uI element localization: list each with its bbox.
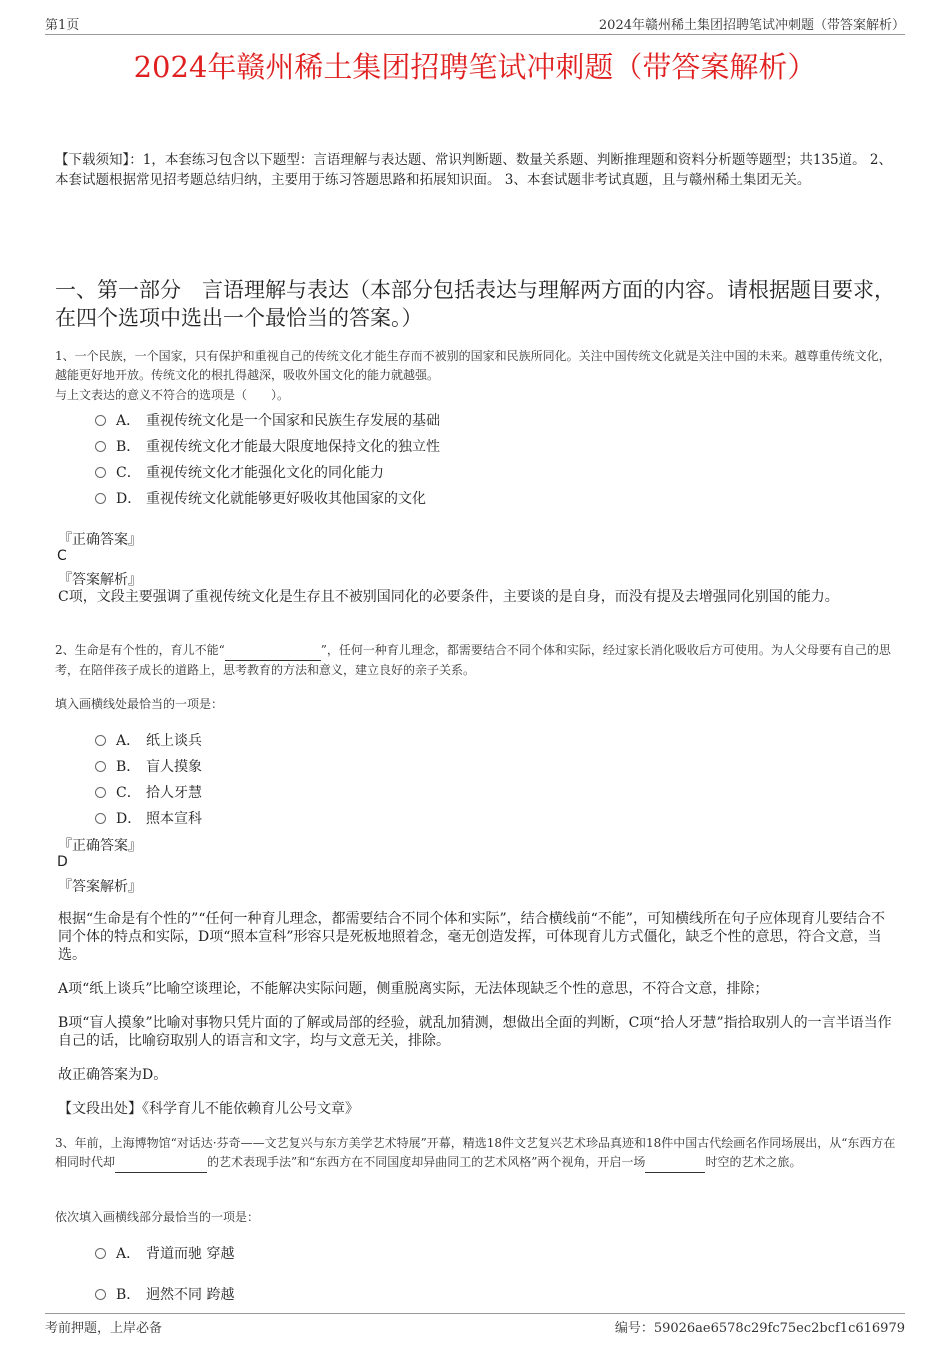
option-key: B． bbox=[116, 759, 141, 775]
q2-analysis-p1: 根据“生命是有个性的”“任何一种育儿理念，都需要结合不同个体和实际”，结合横线前“不能”，可知横线所在句子应体现育儿要结合不同个体的特点和实际，D项“照本宣科”形容只是死板地照着念，毫无创造发挥，可体现育儿方式僵化，缺乏个性的意思，符合文意，当选。 bbox=[58, 911, 885, 963]
footer-slogan: 考前押题，上岸必备 bbox=[45, 1321, 163, 1336]
option-key: B． bbox=[116, 1287, 141, 1303]
option-key: B． bbox=[116, 439, 141, 455]
option-key: D． bbox=[116, 491, 142, 507]
question-3-stem bbox=[55, 1134, 900, 1173]
q2-source: 【文段出处】《科学育儿不能依赖育儿公号文章》 bbox=[58, 1101, 359, 1117]
option-text: 纸上谈兵 bbox=[146, 733, 202, 749]
q1-answer: C bbox=[57, 548, 67, 564]
q3-blank-2 bbox=[645, 1153, 705, 1173]
q1-option-c[interactable] bbox=[95, 462, 384, 482]
q1-answer-label: 『正确答案』 bbox=[58, 532, 142, 548]
q2-stem-part-b: ”，任何一种育儿理念，都需要结合不同个体和实际，经过家长消化吸收后方可使用。为人父母要有自己的思考，在陪伴孩子成长的道路上，思考教育的方法和意义，建立良好的亲子关系。 bbox=[55, 643, 891, 677]
option-key: A． bbox=[116, 413, 141, 429]
radio-icon[interactable] bbox=[95, 761, 106, 772]
q1-option-a[interactable] bbox=[95, 410, 440, 430]
question-2-stem bbox=[55, 641, 900, 680]
radio-icon[interactable] bbox=[95, 441, 106, 452]
radio-icon[interactable] bbox=[95, 1289, 106, 1300]
option-text: 重视传统文化才能最大限度地保持文化的独立性 bbox=[146, 439, 440, 455]
option-text: 重视传统文化才能强化文化的同化能力 bbox=[146, 465, 384, 481]
q2-option-d[interactable] bbox=[95, 808, 202, 828]
footer-serial: 编号：59026ae6578c29fc75ec2bcf1c616979 bbox=[614, 1321, 905, 1336]
q2-analysis-p3: B项“盲人摸象”比喻对事物只凭片面的了解或局部的经验，就乱加猜测，想做出全面的判断，C项“拾人牙慧”指拾取别人的一言半语当作自己的话，比喻窃取别人的语言和文字，均与文意无关，排除。 bbox=[58, 1015, 892, 1049]
option-text: 拾人牙慧 bbox=[146, 785, 202, 801]
radio-icon[interactable] bbox=[95, 787, 106, 798]
option-text: 迥然不同 跨越 bbox=[146, 1287, 235, 1303]
q1-analysis: C项，文段主要强调了重视传统文化是生存且不被别国同化的必要条件，主要谈的是自身，而没有提及去增强同化别国的能力。 bbox=[58, 589, 839, 605]
q2-blank bbox=[225, 641, 321, 661]
page-footer bbox=[45, 1313, 905, 1336]
option-key: C． bbox=[116, 785, 141, 801]
q2-option-a[interactable] bbox=[95, 730, 202, 750]
q3-stem-part-b: 的艺术表现手法”和“东西方在不同国度却异曲同工的艺术风格”两个视角，开启一场 bbox=[207, 1155, 646, 1169]
page-header bbox=[45, 14, 905, 35]
q3-stem-part-c: 时空的艺术之旅。 bbox=[705, 1155, 802, 1169]
q2-answer: D bbox=[57, 854, 68, 870]
question-1-stem: 1、一个民族，一个国家，只有保护和重视自己的传统文化才能生存而不被别的国家和民族所同化。关注中国传统文化就是关注中国的未来。越尊重传统文化，越能更好地开放。传统文化的根扎得越深，吸收外国文化的能力就越强。 bbox=[55, 349, 891, 382]
radio-icon[interactable] bbox=[95, 415, 106, 426]
q3-stem-part-a: 3、年前，上海博物馆“对话达·芬奇——文艺复兴与东方美学艺术特展”开幕，精选18件文艺复兴艺术珍品真迹和18件中国古代绘画名作同场展出，从“东西方在相同时代却 bbox=[55, 1136, 896, 1169]
q3-option-a[interactable] bbox=[95, 1243, 234, 1263]
q2-option-b[interactable] bbox=[95, 756, 202, 776]
option-key: A． bbox=[116, 1246, 141, 1262]
radio-icon[interactable] bbox=[95, 735, 106, 746]
radio-icon[interactable] bbox=[95, 493, 106, 504]
q3-option-b[interactable] bbox=[95, 1284, 234, 1304]
radio-icon[interactable] bbox=[95, 1248, 106, 1259]
header-doc-title: 2024年赣州稀土集团招聘笔试冲刺题（带答案解析） bbox=[598, 18, 905, 33]
question-3-ask: 依次填入画横线部分最恰当的一项是： bbox=[55, 1210, 260, 1224]
download-notice: 【下载须知】：1，本套练习包含以下题型：言语理解与表达题、常识判断题、数量关系题、判断推理题和资料分析题等题型；共135道。 2、本套试题根据常见招考题总结归纳，主要用于练习答题思路和拓展知识面。 3、本套试题非考试真题，且与赣州稀土集团无关。 bbox=[55, 152, 892, 188]
option-text: 重视传统文化就能够更好吸收其他国家的文化 bbox=[146, 491, 426, 507]
option-key: D． bbox=[116, 811, 142, 827]
q2-analysis-p2: A项“纸上谈兵”比喻空谈理论，不能解决实际问题，侧重脱离实际，无法体现缺乏个性的意思，不符合文意，排除； bbox=[58, 981, 769, 997]
q2-analysis-label: 『答案解析』 bbox=[58, 879, 142, 895]
option-text: 重视传统文化是一个国家和民族生存发展的基础 bbox=[146, 413, 440, 429]
page-number: 第1页 bbox=[45, 18, 80, 33]
q2-option-c[interactable] bbox=[95, 782, 202, 802]
q2-answer-label: 『正确答案』 bbox=[58, 838, 142, 854]
q2-stem-part-a: 2、生命是有个性的，育儿不能“ bbox=[55, 643, 225, 657]
section-heading: 一、第一部分 言语理解与表达（本部分包括表达与理解两方面的内容。请根据题目要求，在四个选项中选出一个最恰当的答案。） bbox=[55, 278, 895, 330]
q2-analysis-p4: 故正确答案为D。 bbox=[58, 1067, 168, 1083]
option-text: 盲人摸象 bbox=[146, 759, 202, 775]
question-1-ask: 与上文表达的意义不符合的选项是（ ）。 bbox=[55, 388, 290, 402]
option-key: A． bbox=[116, 733, 141, 749]
q3-blank-1 bbox=[115, 1153, 207, 1173]
q1-option-d[interactable] bbox=[95, 488, 426, 508]
option-text: 照本宣科 bbox=[146, 811, 202, 827]
q1-option-b[interactable] bbox=[95, 436, 440, 456]
page-title: 2024年赣州稀土集团招聘笔试冲刺题（带答案解析） bbox=[133, 50, 817, 84]
radio-icon[interactable] bbox=[95, 813, 106, 824]
q1-analysis-label: 『答案解析』 bbox=[58, 572, 142, 588]
question-2-ask: 填入画横线处最恰当的一项是： bbox=[55, 697, 224, 711]
radio-icon[interactable] bbox=[95, 467, 106, 478]
option-text: 背道而驰 穿越 bbox=[146, 1246, 235, 1262]
option-key: C． bbox=[116, 465, 141, 481]
